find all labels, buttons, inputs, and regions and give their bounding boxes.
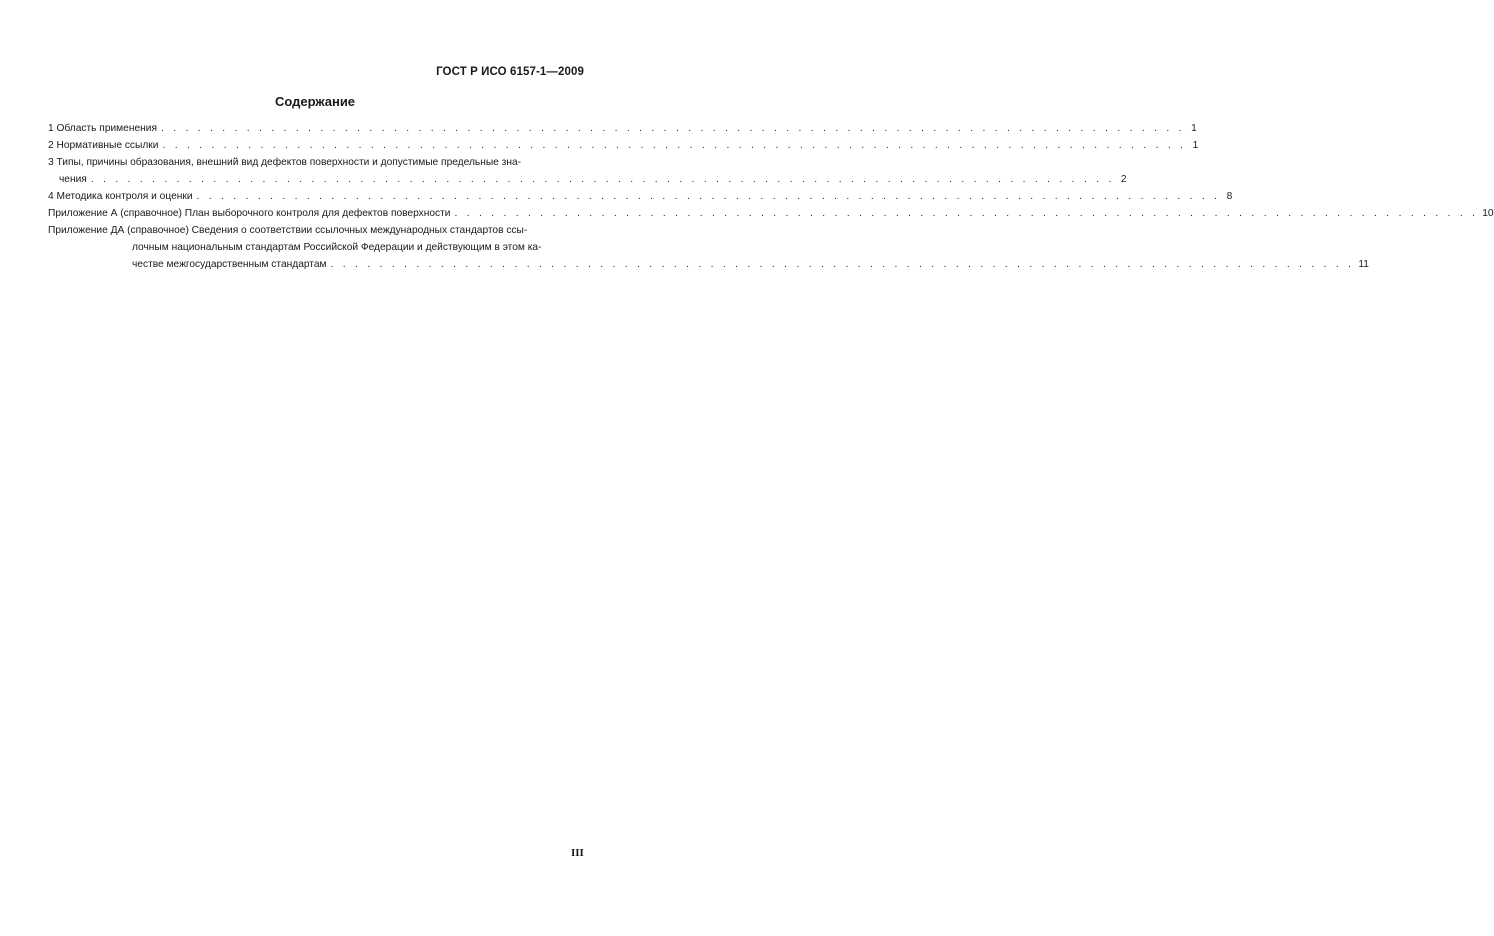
toc-entry-label: 4 Методика контроля и оценки [48,191,193,202]
toc-page-number: 11 [1358,259,1369,270]
toc-entry-appendix-da[interactable] [48,222,1369,273]
page-title: Содержание [274,94,356,109]
toc-entry-label-continued: чения [59,174,87,185]
table-of-contents [48,120,1494,273]
toc-entry-label: Приложение А (справочное) План выборочного контроля для дефектов поверхности [48,208,451,219]
dot-leader: . . . . . . . . . . . . . . . . . . . . . . . . . . . . . . . . . . . . . . . . . . . . . . . . . . . . . . . . . . . . . . . . . . . . . . . . . . . . . . . . . . . . [196,191,1221,202]
dot-leader: . . . . . . . . . . . . . . . . . . . . . . . . . . . . . . . . . . . . . . . . . . . . . . . . . . . . . . . . . . . . . . . . . . . . . . . . . . . . . . . . . . . . [162,140,1187,151]
page-folio: III [571,847,584,859]
dot-leader: . . . . . . . . . . . . . . . . . . . . . . . . . . . . . . . . . . . . . . . . . . . . . . . . . . . . . . . . . . . . . . . . . . . . . . . . . . . . . . . . . . . . [454,208,1479,219]
toc-page-number: 1 [1191,123,1197,134]
toc-entry-label-continued: лочным национальным стандартам Российской Федерации и действующим в этом ка- [132,242,542,253]
toc-entry-normative-references[interactable] [48,137,1199,154]
document-code: ГОСТ Р ИСО 6157-1—2009 [436,66,584,78]
toc-page-number: 8 [1226,191,1233,202]
dot-leader: . . . . . . . . . . . . . . . . . . . . . . . . . . . . . . . . . . . . . . . . . . . . . . . . . . . . . . . . . . . . . . . . . . . . . . . . . . . . . . . . . . . . [90,174,1115,185]
toc-page-number: 1 [1192,140,1199,151]
toc-entry-label: Приложение ДА (справочное) Сведения о соответствии ссылочных международных стандартов ссы- [48,225,528,236]
toc-entry-label: 2 Нормативные ссылки [48,140,159,151]
toc-page-number: 10 [1482,208,1494,219]
toc-entry-label-continued: честве межгосударственным стандартам [132,259,327,270]
toc-entry-label: 3 Типы, причины образования, внешний вид дефектов поверхности и допустимые предельные зна- [48,157,522,168]
dot-leader: . . . . . . . . . . . . . . . . . . . . . . . . . . . . . . . . . . . . . . . . . . . . . . . . . . . . . . . . . . . . . . . . . . . . . . . . . . . . . . . . . . . . [160,123,1185,134]
toc-entry-inspection-method[interactable] [48,188,1233,205]
toc-entry-defect-types[interactable] [48,154,1127,188]
toc-entry-scope[interactable] [48,120,1197,137]
toc-page-number: 2 [1120,174,1127,185]
toc-entry-appendix-a[interactable] [48,205,1494,222]
dot-leader: . . . . . . . . . . . . . . . . . . . . . . . . . . . . . . . . . . . . . . . . . . . . . . . . . . . . . . . . . . . . . . . . . . . . . . . . . . . . . . . . . . . . [330,259,1355,270]
toc-entry-label: 1 Область применения [48,123,157,134]
